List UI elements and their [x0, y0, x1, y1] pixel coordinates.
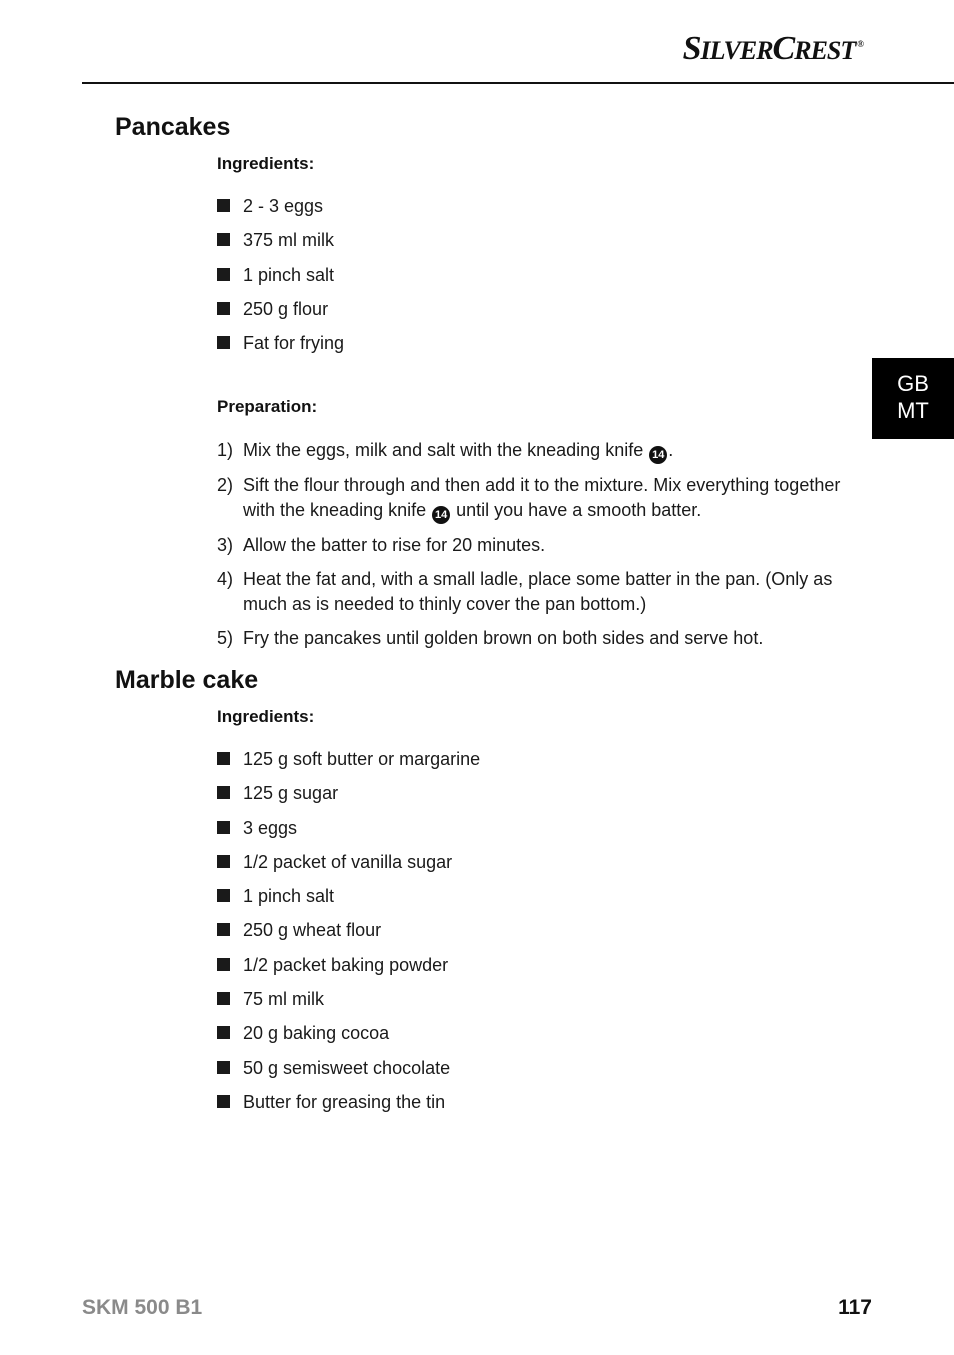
bullet-square-icon — [217, 992, 230, 1005]
bullet-square-icon — [217, 1095, 230, 1108]
footer-model: SKM 500 B1 — [82, 1296, 203, 1319]
pancakes-preparation-heading: Preparation: — [217, 397, 318, 416]
pancakes-ingredients-heading: Ingredients: — [217, 154, 315, 173]
step-item: 1) Mix the eggs, milk and salt with the kneading knife 14 . — [217, 438, 857, 464]
bullet-square-icon — [217, 1026, 230, 1039]
bullet-square-icon — [217, 786, 230, 799]
step-item: 5) Fry the pancakes until golden brown on both sides and serve hot. — [217, 628, 764, 648]
step-item: 2) Sift the flour through and then add it to the mixture. Mix everything together with the kneading knife 14 until you have a smooth batter. — [217, 473, 857, 524]
bullet-square-icon — [217, 268, 230, 281]
bullet-square-icon — [217, 923, 230, 936]
bullet-square-icon — [217, 199, 230, 212]
kneading-knife-ref-icon: 14 — [649, 446, 667, 464]
bullet-square-icon — [217, 889, 230, 902]
language-tab-gb: GB — [897, 371, 929, 396]
language-tab-mt: MT — [897, 398, 929, 423]
step-item: 4) Heat the fat and, with a small ladle, place some batter in the pan. (Only as much as is needed to thinly cover the pan bottom.) — [217, 569, 833, 614]
marble-cake-ingredients-heading: Ingredients: — [217, 707, 315, 726]
bullet-square-icon — [217, 302, 230, 315]
bullet-square-icon — [217, 855, 230, 868]
bullet-square-icon — [217, 1061, 230, 1074]
language-tab — [872, 358, 954, 439]
bullet-square-icon — [217, 233, 230, 246]
bullet-square-icon — [217, 336, 230, 349]
section-title-pancakes: Pancakes — [115, 113, 231, 141]
step-item: 3) Allow the batter to rise for 20 minutes. — [217, 535, 546, 555]
pancakes-preparation-steps — [217, 438, 857, 660]
bullet-square-icon — [217, 958, 230, 971]
kneading-knife-ref-icon: 14 — [432, 506, 450, 524]
bullet-square-icon — [217, 821, 230, 834]
header-rule — [82, 82, 954, 84]
bullet-square-icon — [217, 752, 230, 765]
page-number: 117 — [838, 1296, 872, 1319]
section-title-marble-cake: Marble cake — [115, 666, 259, 694]
brand-logo: SILVERCREST ® — [682, 30, 863, 67]
